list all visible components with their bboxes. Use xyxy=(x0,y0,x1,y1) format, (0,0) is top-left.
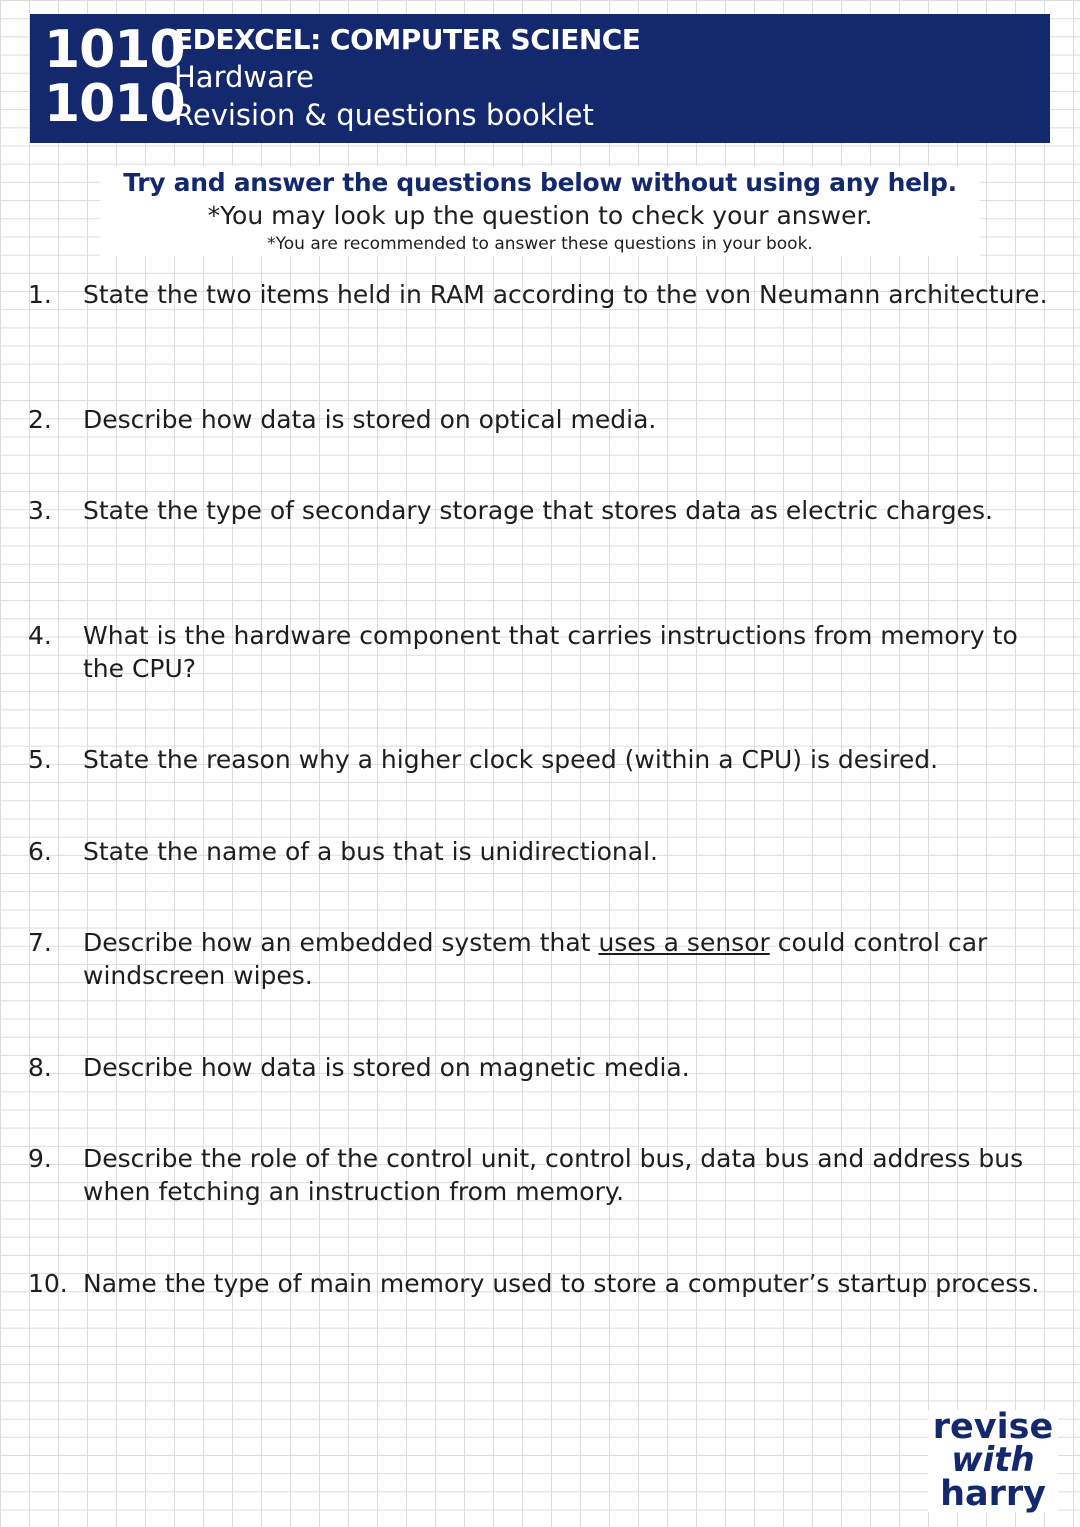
brand-line-1: revise xyxy=(932,1407,1054,1447)
question-number: 4. xyxy=(28,621,52,650)
question-text: Describe the role of the control unit, control bus, data bus and address bus when fetching an instruction from memory. xyxy=(83,1144,1024,1206)
question-text: State the type of secondary storage that stores data as electric charges. xyxy=(83,496,993,525)
question-number: 2. xyxy=(28,405,52,434)
instructions xyxy=(100,166,980,256)
binary-logo xyxy=(44,20,185,134)
question-number: 10. xyxy=(28,1269,68,1298)
question-number: 3. xyxy=(28,496,52,525)
booklet-subtitle: Revision & questions booklet xyxy=(174,98,594,132)
question-text xyxy=(83,926,1053,992)
page-title: EDEXCEL: COMPUTER SCIENCE xyxy=(174,23,641,56)
underlined-phrase: uses a sensor xyxy=(598,928,770,957)
question-number: 6. xyxy=(28,837,52,866)
question-number: 8. xyxy=(28,1053,52,1082)
question-number: 1. xyxy=(28,280,52,309)
question-text: Name the type of main memory used to store a computer’s startup process. xyxy=(83,1269,1040,1298)
question-text: Describe how data is stored on optical media. xyxy=(83,405,657,434)
instructions-main: Try and answer the questions below without using any help. xyxy=(123,168,957,197)
brand-line-3: harry xyxy=(940,1474,1046,1514)
instructions-small-note: *You are recommended to answer these questions in your book. xyxy=(267,234,813,254)
logo-line-2: 1010 xyxy=(44,74,185,134)
question-text-start: Describe how an embedded system that xyxy=(83,928,599,957)
question-text: State the two items held in RAM according to the von Neumann architecture. xyxy=(83,280,1048,309)
header-banner xyxy=(30,14,1050,143)
logo-line-1: 1010 xyxy=(44,20,185,80)
brand-logo xyxy=(928,1407,1058,1514)
question-number: 5. xyxy=(28,745,52,774)
instructions-note: *You may look up the question to check your answer. xyxy=(207,201,873,230)
question-text: Describe how data is stored on magnetic media. xyxy=(83,1053,690,1082)
question-number: 7. xyxy=(28,928,52,957)
question-number: 9. xyxy=(28,1144,52,1173)
question-text: State the name of a bus that is unidirectional. xyxy=(83,837,658,866)
header-text xyxy=(174,22,640,134)
question-text: What is the hardware component that carries instructions from memory to the CPU? xyxy=(83,621,1018,683)
topic-subtitle: Hardware xyxy=(174,60,315,94)
question-text: State the reason why a higher clock speed (within a CPU) is desired. xyxy=(83,745,939,774)
brand-line-2: with xyxy=(951,1440,1035,1480)
question-text-end: could control car windscreen wipes. xyxy=(83,928,988,990)
